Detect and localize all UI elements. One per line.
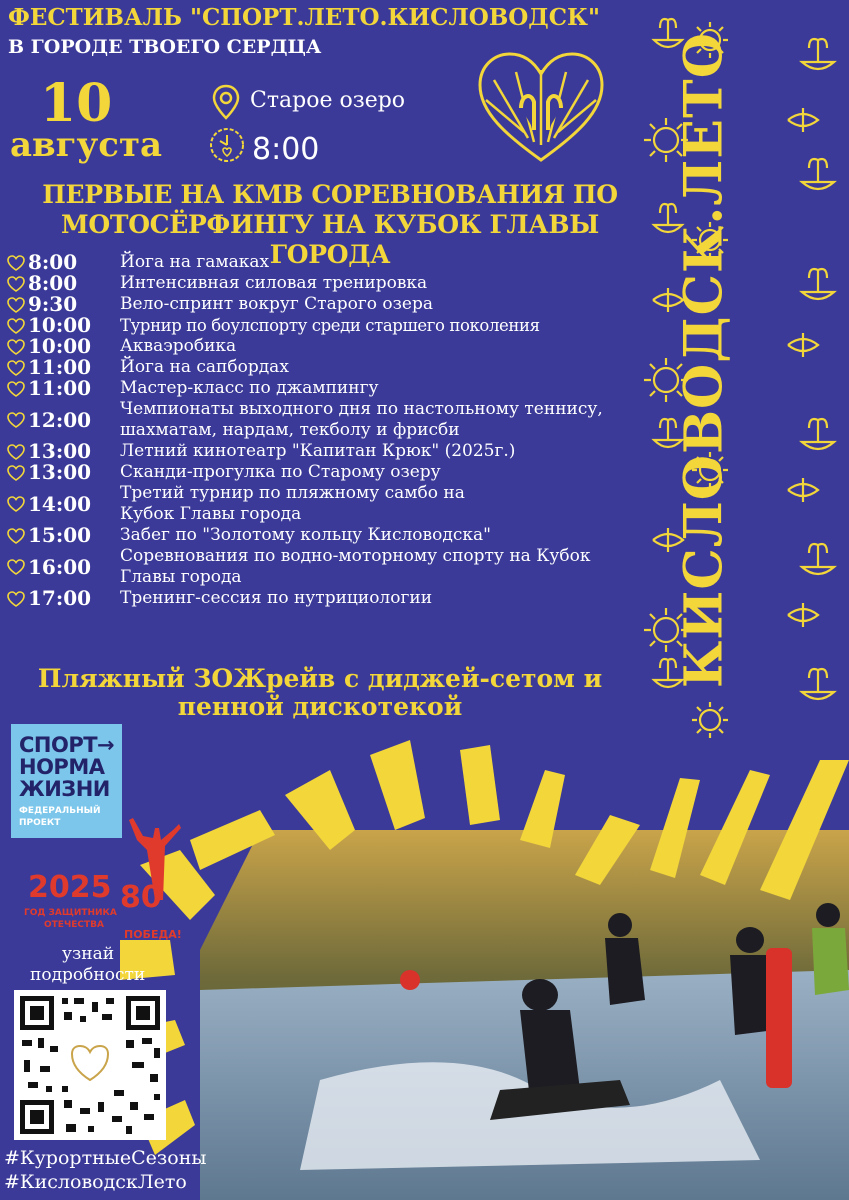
main-title: ПЕРВЫЕ НА КМВ СОРЕВНОВАНИЯ ПО МОТОСЁРФИНГУ НА КУБОК ГЛАВЫ ГОРОДА [42,180,618,269]
clock-heart-icon [208,126,246,164]
schedule-item [6,336,646,357]
schedule-item [6,462,646,483]
schedule-event: Соревнования по водно-моторному спорту на Кубок Главы города [120,546,591,587]
schedule-time: 13:00 [28,460,92,484]
schedule-event: Акваэробика [120,336,237,356]
schedule-item [6,252,646,273]
victory-80-logo: 80 [120,880,162,915]
schedule-item [6,378,646,399]
heart-bullet-icon [6,443,26,461]
heart-bullet-icon [6,590,26,608]
sport-logo-line5: ПРОЕКТ [19,818,61,828]
heart-bullet-icon [6,296,26,314]
heart-bullet-icon [6,411,26,429]
schedule-event: Йога на гамаках [120,252,270,272]
schedule-event: Турнир по боулспорту среди старшего поколения [120,316,540,335]
schedule-event: Мастер-класс по джампингу [120,378,379,398]
location-pin-icon [212,84,240,120]
sport-logo-line3: ЖИЗНИ [19,777,110,801]
learn-more-line1: узнай [62,944,115,964]
victory-word: ПОБЕДА! [124,928,182,941]
heart-bullet-icon [6,359,26,377]
schedule-time: 12:00 [28,407,92,432]
schedule-time: 11:00 [28,376,92,400]
schedule-time: 16:00 [28,554,92,579]
schedule-event: Интенсивная силовая тренировка [120,273,428,293]
schedule-event: Чемпионаты выходного дня по настольному теннису, шахматам, нардам, текболу и фрисби [120,399,603,440]
schedule-event: Третий турнир по пляжному самбо на Кубок Главы города [120,483,465,524]
schedule-time: 11:00 [28,355,92,379]
qr-code[interactable] [14,990,166,1140]
hashtag-city: #КисловодскЛето [4,1171,187,1193]
schedule-time: 9:30 [28,292,78,316]
schedule-event: Тренинг-сессия по нутрициологии [120,588,433,608]
schedule-item [6,315,646,336]
schedule-item [6,399,646,441]
schedule-event: Забег по "Золотому кольцу Кисловодска" [120,525,491,545]
sport-norma-logo [11,724,122,838]
schedule-event: Сканди-прогулка по Старому озеру [120,462,441,482]
schedule-list [6,252,646,609]
sport-logo-line4: ФЕДЕРАЛЬНЫЙ [19,806,101,816]
heart-bullet-icon [6,527,26,545]
schedule-item [6,273,646,294]
sport-logo-line1: СПОРТ→ [19,733,115,757]
heart-bullet-icon [6,254,26,272]
side-vertical-title: КИСЛОВОДСК.ЛЕТО [673,32,735,688]
learn-more-line2: подробности [30,965,146,985]
schedule-item [6,294,646,315]
schedule-time: 8:00 [28,250,78,274]
schedule-event: Летний кинотеатр "Капитан Крюк" (2025г.) [120,441,516,461]
rave-title: Пляжный ЗОЖрейв с диджей-сетом и пенной дискотекой [37,664,603,721]
event-time: 8:00 [252,132,320,167]
schedule-item [6,357,646,378]
schedule-event: Вело-спринт вокруг Старого озера [120,294,433,314]
fountain-ornament [638,0,849,760]
heart-bullet-icon [6,380,26,398]
sport-logo-line2: НОРМА [19,755,105,779]
heart-bullet-icon [6,317,26,335]
schedule-time: 8:00 [28,271,78,295]
year-defender-line1: ГОД ЗАЩИТНИКА [24,908,117,918]
schedule-item [6,525,646,546]
heart-bullet-icon [6,338,26,356]
festival-tagline: В ГОРОДЕ ТВОЕГО СЕРДЦА [8,36,322,58]
heart-bullet-icon [6,275,26,293]
year-defender-line2: ОТЕЧЕСТВА [44,920,104,930]
heart-bullet-icon [6,464,26,482]
festival-title: ФЕСТИВАЛЬ "СПОРТ.ЛЕТО.КИСЛОВОДСК" [8,4,600,31]
heart-bullet-icon [6,558,26,576]
schedule-time: 15:00 [28,523,92,547]
schedule-time: 13:00 [28,439,92,463]
schedule-event: Йога на сапбордах [120,357,289,377]
schedule-time: 17:00 [28,586,92,610]
schedule-item [6,588,646,609]
event-location: Старое озеро [250,88,406,113]
schedule-time: 14:00 [28,491,92,516]
schedule-time: 10:00 [28,313,92,337]
hashtag-seasons: #КурортныеСезоны [4,1147,207,1169]
schedule-item [6,546,646,588]
year-2025-logo: 2025 [28,870,112,905]
schedule-item [6,441,646,462]
event-month: августа [10,125,163,165]
schedule-item [6,483,646,525]
event-day: 10 [40,73,113,134]
city-heart-logo [476,50,606,165]
heart-bullet-icon [6,495,26,513]
schedule-time: 10:00 [28,334,92,358]
